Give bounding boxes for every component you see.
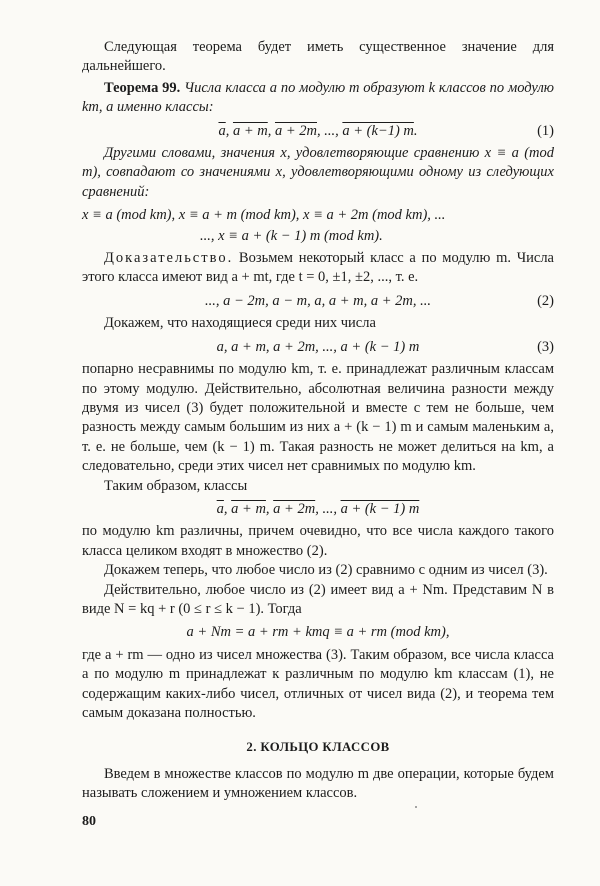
- class-a-plus-m: a + m: [232, 122, 268, 139]
- eq1-dots: ...: [324, 122, 336, 139]
- eq2-text: ..., a − 2m, a − m, a, a + m, a + 2m, ...: [204, 292, 432, 309]
- final-paragraph: где a + rm — одно из чисел множества (3). Таким образом, все числа класса a по модулю m принадлежат к различным по модулю km классам (1), не содержащим каких-либо чисел, отличных от чисел вида (2), и теорема тем самым доказана полностью.: [82, 646, 554, 721]
- equation-2: [82, 292, 554, 311]
- now-paragraph: Докажем теперь, что любое число из (2) сравнимо с одним из чисел (3).: [104, 562, 548, 579]
- theorem-text: Числа класса a по модулю m образуют k классов по модулю km, а именно классы:: [82, 79, 554, 116]
- congruence-line-2: ..., x ≡ a + (k − 1) m (mod km).: [200, 227, 383, 244]
- eq3-text: a, a + m, a + 2m, ..., a + (k − 1) m: [216, 338, 420, 355]
- proof-paragraph: [82, 249, 554, 288]
- class-a-plus-2m: a + 2m: [274, 122, 317, 139]
- equation-1: $\overline{a}$, a + m, a + 2m, ..., a + (k−1) m. (1): [82, 122, 554, 141]
- eq4-dots: ...: [322, 500, 334, 517]
- equation-3: [82, 338, 554, 357]
- equation-5: a + Nm = a + rm + kmq ≡ a + rm (mod km),: [186, 624, 450, 641]
- congruence-line-1: x ≡ a (mod km), x ≡ a + m (mod km), x ≡ a + 2m (mod km), ...: [82, 207, 446, 224]
- section-title: КОЛЬЦО КЛАССОВ: [260, 740, 390, 755]
- class-a-plus-k-1-m: a + (k−1) m: [342, 122, 414, 139]
- eq1-end: .: [413, 122, 418, 139]
- thus-classes-paragraph: Таким образом, классы: [104, 477, 248, 494]
- equation-number-1: (1): [537, 122, 554, 139]
- class-a-plus-k-1-m-2: a + (k − 1) m: [340, 500, 420, 517]
- section-heading: [82, 738, 554, 757]
- pairwise-paragraph: попарно несравнимы по модулю km, т. е. принадлежат различным классам по этому модулю. Действительно, абсолютная величина разности между двумя из чисел (3) будет положительной и вместе с тем не больше, чем разность между самым большим из них a + (k − 1) m и самым маленьким a, т. е. не больше, чем (k − 1) m. Такая разность не может делиться на km, а следовательно, среди этих чисел нет сравнимых по модулю km.: [82, 361, 554, 475]
- proof-text: Возьмем некоторый класс a по модулю m. Числа этого класса имеют вид a + mt, где t = 0, ±1, ±2, ..., т. е.: [82, 250, 554, 286]
- class-a-plus-2m-2: a + 2m: [273, 500, 316, 517]
- distinct-paragraph: по модулю km различны, причем очевидно, что все числа каждого такого класса целиком входят в множество (2).: [82, 523, 554, 559]
- class-a-plus-m-2: a + m: [231, 500, 266, 517]
- intro-paragraph: Следующая теорема будет иметь существенное значение для дальнейшего.: [82, 39, 554, 75]
- class-a-2: $\overline{a}$: [216, 500, 224, 517]
- section-paragraph: Введем в множестве классов по модулю m две операции, которые будем называть сложением и умножением классов.: [82, 765, 554, 802]
- equation-number-2: (2): [537, 292, 554, 309]
- page-number: 80: [82, 813, 96, 829]
- proof-label: Доказательство.: [104, 250, 234, 267]
- page-content: [82, 38, 554, 831]
- equation-4: $\overline{a}$, a + m, a + 2m, ..., a + (k − 1) m: [216, 500, 420, 517]
- theorem-label: Теорема 99.: [104, 79, 181, 96]
- class-a: $\overline{a}$: [218, 122, 226, 139]
- indeed-paragraph: Действительно, любое число из (2) имеет вид a + Nm. Представим N в виде N = kq + r (0 ≤ r ≤ k − 1). Тогда: [82, 581, 554, 617]
- print-speck: [415, 806, 417, 808]
- theorem-statement: [82, 79, 554, 118]
- prove-paragraph: Докажем, что находящиеся среди них числа: [104, 315, 376, 332]
- section-number: 2.: [246, 740, 257, 755]
- equation-number-3: (3): [537, 338, 554, 355]
- other-words-paragraph: Другими словами, значения x, удовлетворяющие сравнению x ≡ a (mod m), совпадают со значениями x, удовлетворяющими одному из следующих сравнений:: [82, 145, 554, 200]
